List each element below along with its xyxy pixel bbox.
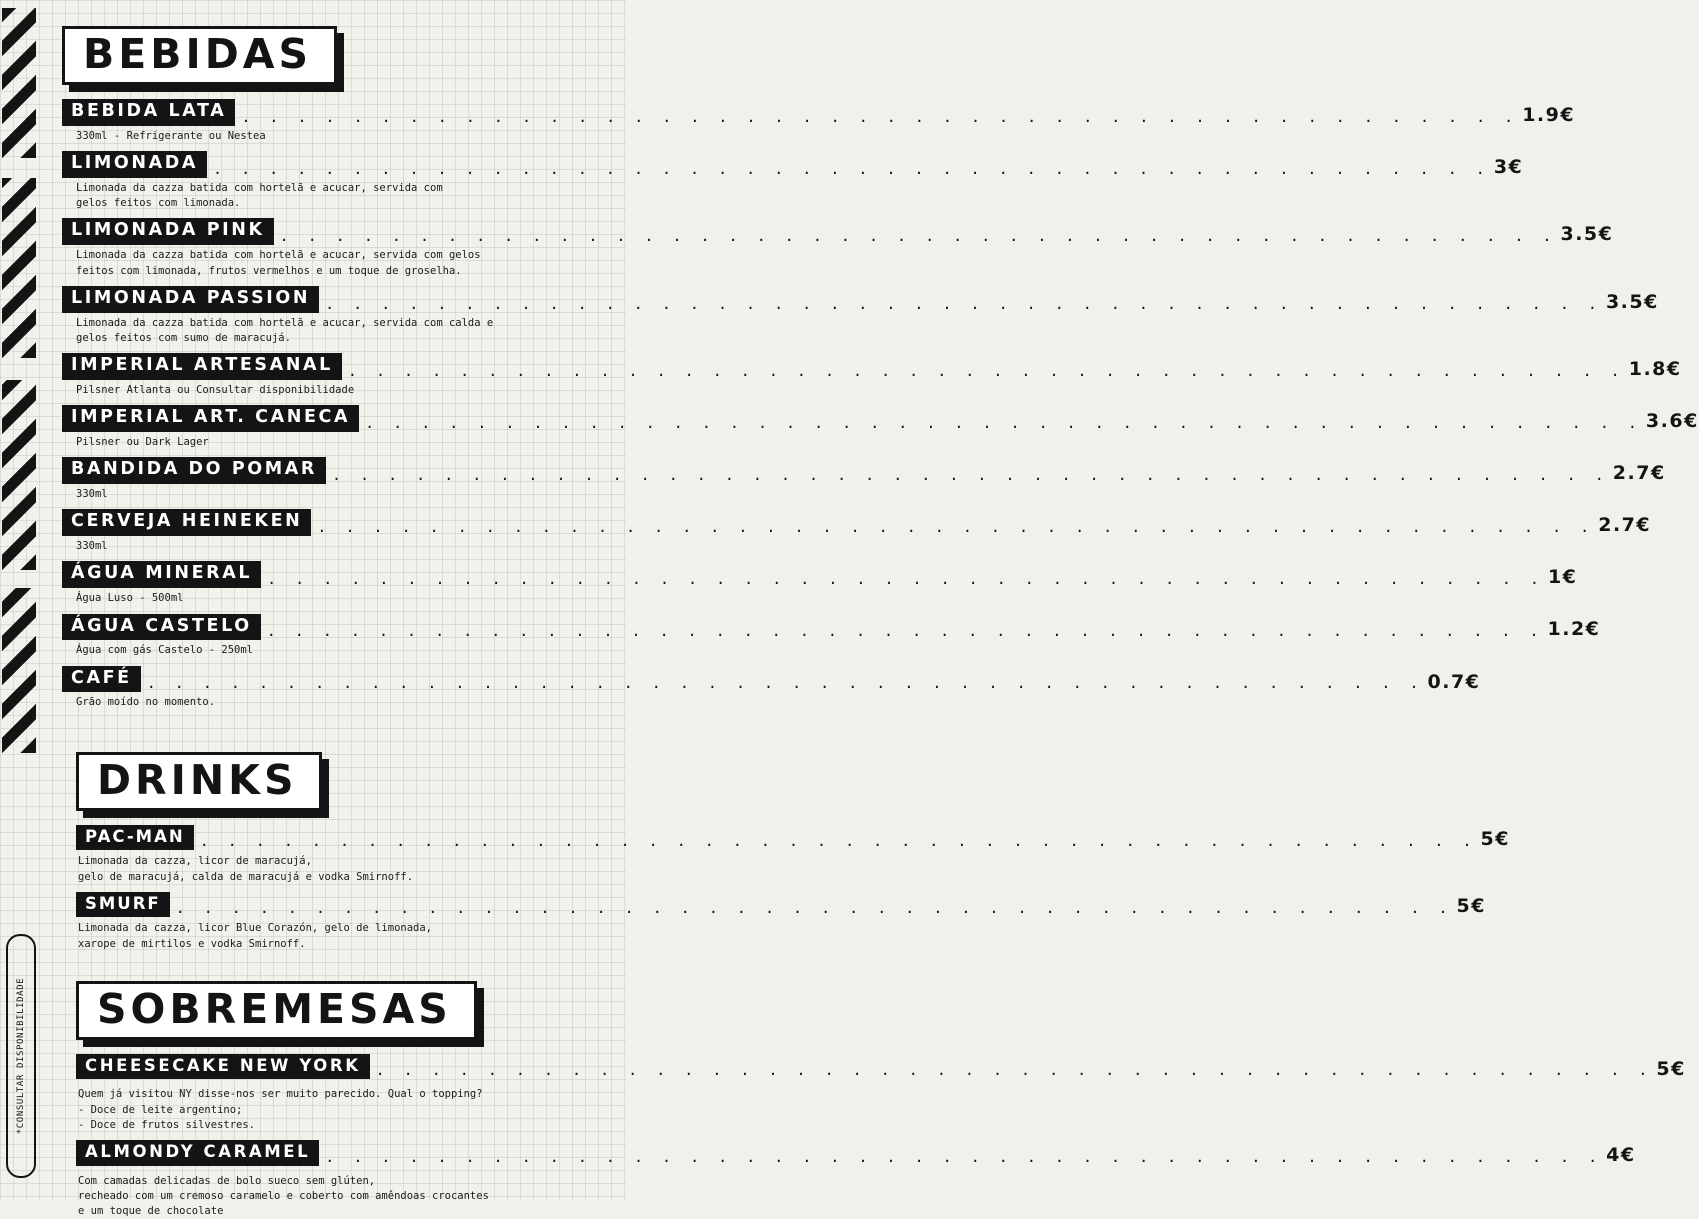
menu-item-description: Limonada da cazza batida com hortelã e acucar, servida com gelos feitos com limonada. <box>76 181 443 210</box>
menu-item-price: 4€ <box>1606 1143 1636 1166</box>
menu-item <box>62 614 1601 659</box>
menu-item-row <box>62 666 1481 693</box>
menu-item <box>62 353 1682 398</box>
menu-item <box>62 151 1524 211</box>
menu-item <box>76 1054 1686 1133</box>
menu-item <box>76 1140 1636 1219</box>
menu-item-description: Limonada da cazza, licor Blue Corazón, gelo de limonada, xarope de mirtilos e vodka Smirnoff. <box>78 922 433 950</box>
menu-item-row <box>62 353 1682 381</box>
leader-dots: . . . . . . . . . . . . . . . . . . . . . . . . . . . . . . . . . . . . . . . . . . . . . . <box>241 107 1519 126</box>
hazard-stripes-icon <box>2 588 36 753</box>
leader-dots: . . . . . . . . . . . . . . . . . . . . . . . . . . . . . . . . . . . . . . . . . . . . . . <box>365 414 1642 432</box>
menu-item-row <box>62 457 1666 485</box>
menu-item-row <box>76 892 1486 918</box>
menu-item-row <box>62 286 1659 313</box>
menu-item-row <box>76 825 1510 851</box>
menu-item-name: CAFÉ <box>62 666 141 693</box>
menu-item-price: 5€ <box>1480 828 1510 851</box>
menu-item-row <box>62 509 1652 537</box>
leader-dots: . . . . . . . . . . . . . . . . . . . . . . . . . . . . . . . . . . . . . . . . . . . . . . <box>331 466 1609 485</box>
leader-dots: . . . . . . . . . . . . . . . . . . . . . . . . . . . . . . . . . . . . . . . . . . . . . . <box>325 1147 1603 1166</box>
hazard-stripes-icon <box>2 380 36 570</box>
menu-content <box>62 0 1699 1218</box>
menu-item-description: 330ml - Refrigerante ou Nestea <box>76 129 266 142</box>
section-header-sobremesas <box>76 981 477 1040</box>
menu-item-description: Água com gás Castelo - 250ml <box>76 644 254 657</box>
menu-item-name: SMURF <box>76 892 170 918</box>
menu-item-name: IMPERIAL ART. CANECA <box>62 405 359 432</box>
menu-item-name: LIMONADA PINK <box>62 218 274 245</box>
hazard-stripes-icon <box>2 8 36 158</box>
menu-item <box>62 218 1614 278</box>
item-list-sobremesas <box>76 1054 1686 1219</box>
menu-item-name: ÁGUA CASTELO <box>62 614 261 641</box>
section-header-drinks <box>76 752 322 811</box>
menu-item <box>62 457 1666 502</box>
menu-item <box>62 286 1659 346</box>
menu-item-description: Limonada da cazza, licor de maracujá, gelo de maracujá, calda de maracujá e vodka Smirnoff. <box>78 855 414 883</box>
leader-dots: . . . . . . . . . . . . . . . . . . . . . . . . . . . . . . . . . . . . . . . . . . . . . . <box>325 294 1602 313</box>
leader-dots: . . . . . . . . . . . . . . . . . . . . . . . . . . . . . . . . . . . . . . . . . . . . . . <box>267 570 1544 589</box>
leader-dots: . . . . . . . . . . . . . . . . . . . . . . . . . . . . . . . . . . . . . . . . . . . . . . <box>266 622 1544 641</box>
menu-item-price: 1.2€ <box>1547 618 1601 641</box>
menu-item-price: 2.7€ <box>1598 514 1652 537</box>
menu-item-row <box>76 1054 1686 1080</box>
section-title: DRINKS <box>97 755 298 804</box>
menu-item-name: LIMONADA <box>62 151 207 178</box>
menu-item-price: 2.7€ <box>1612 462 1666 485</box>
section-title: SOBREMESAS <box>97 984 452 1033</box>
menu-item-price: 1€ <box>1547 566 1578 589</box>
menu-item-price: 0.7€ <box>1427 670 1481 693</box>
leader-dots: . . . . . . . . . . . . . . . . . . . . . . . . . . . . . . . . . . . . . . . . . . . . . . <box>213 159 1490 178</box>
item-list-bebidas <box>62 99 1699 711</box>
item-list-drinks <box>76 825 1510 952</box>
menu-item-description: Limonada da cazza batida com hortelã e acucar, servida com gelos feitos com limonada, frutos vermelhos e um toque de groselha. <box>76 249 481 277</box>
menu-item-description: Água Luso - 500ml <box>76 592 184 605</box>
leader-dots: . . . . . . . . . . . . . . . . . . . . . . . . . . . . . . . . . . . . . . . . . . . . . . <box>199 832 1477 851</box>
menu-item-row <box>62 561 1578 589</box>
leader-dots: . . . . . . . . . . . . . . . . . . . . . . . . . . . . . . . . . . . . . . . . . . . . . . <box>347 361 1625 380</box>
menu-item-price: 3.5€ <box>1560 223 1614 246</box>
menu-item-name: PAC-MAN <box>76 825 194 851</box>
menu-item-row <box>62 405 1699 433</box>
section-sobremesas <box>62 959 1686 1219</box>
menu-item-description: 330ml <box>76 540 108 553</box>
menu-item-row <box>62 218 1614 246</box>
menu-item <box>62 509 1652 554</box>
menu-item-description: Limonada da cazza batida com hortelã e acucar, servida com calda e gelos feitos com sumo de maracujá. <box>76 316 494 344</box>
menu-item-price: 5€ <box>1456 895 1486 918</box>
menu-item-price: 1.8€ <box>1628 358 1682 381</box>
menu-item <box>62 99 1576 144</box>
menu-item <box>62 666 1481 711</box>
menu-item-row <box>62 151 1524 179</box>
menu-item <box>62 561 1578 606</box>
menu-item <box>76 825 1510 885</box>
left-decorative-rail <box>0 0 40 1200</box>
menu-item-description: Quem já visitou NY disse-nos ser muito parecido. Qual o topping? - Doce de leite argentino; - Doce de frutos silvestres. <box>78 1088 483 1131</box>
leader-dots: . . . . . . . . . . . . . . . . . . . . . . . . . . . . . . . . . . . . . . . . . . . . . . <box>146 674 1424 693</box>
leader-dots: . . . . . . . . . . . . . . . . . . . . . . . . . . . . . . . . . . . . . . . . . . . . . . <box>175 899 1453 918</box>
menu-item-price: 3.5€ <box>1605 290 1659 313</box>
menu-item-description: 330ml <box>76 488 108 501</box>
menu-item-description: Pilsner ou Dark Lager <box>76 436 209 448</box>
leader-dots: . . . . . . . . . . . . . . . . . . . . . . . . . . . . . . . . . . . . . . . . . . . . . . <box>375 1061 1653 1080</box>
availability-note-text: *CONSULTAR DISPONIBILIDADE <box>16 977 26 1135</box>
leader-dots: . . . . . . . . . . . . . . . . . . . . . . . . . . . . . . . . . . . . . . . . . . . . . . <box>279 227 1557 246</box>
menu-item-price: 3€ <box>1493 156 1524 179</box>
menu-item-name: ALMONDY CARAMEL <box>76 1140 319 1166</box>
hazard-stripes-icon <box>2 178 36 358</box>
menu-item-row <box>76 1140 1636 1166</box>
menu-item-name: BANDIDA DO POMAR <box>62 457 326 484</box>
menu-item-name: CHEESECAKE NEW YORK <box>76 1054 370 1080</box>
menu-item-price: 5€ <box>1656 1057 1686 1080</box>
menu-item-description: Pilsner Atlanta ou Consultar disponibilidade <box>76 383 355 396</box>
section-title: BEBIDAS <box>83 30 313 78</box>
menu-item-name: ÁGUA MINERAL <box>62 561 261 588</box>
section-drinks <box>62 718 1510 952</box>
availability-note-badge <box>6 934 36 1178</box>
menu-item-name: BEBIDA LATA <box>62 99 235 126</box>
menu-item-price: 1.9€ <box>1522 103 1576 126</box>
section-bebidas <box>62 0 1699 711</box>
menu-item <box>62 405 1699 450</box>
menu-item-name: LIMONADA PASSION <box>62 286 319 313</box>
menu-item-price: 3.6€ <box>1645 410 1699 433</box>
menu-item-name: IMPERIAL ARTESANAL <box>62 353 342 380</box>
menu-item-name: CERVEJA HEINEKEN <box>62 509 311 536</box>
menu-item-description: Grão moído no momento. <box>76 696 216 709</box>
menu-item-row <box>62 614 1601 641</box>
section-header-bebidas <box>62 26 337 85</box>
leader-dots: . . . . . . . . . . . . . . . . . . . . . . . . . . . . . . . . . . . . . . . . . . . . . . <box>317 518 1595 537</box>
menu-item-row <box>62 99 1576 126</box>
menu-item-description: Com camadas delicadas de bolo sueco sem glúten, recheado com um cremoso caramelo e coberto com amêndoas crocantes e um toque de chocolate <box>78 1174 489 1218</box>
menu-item <box>76 892 1486 952</box>
